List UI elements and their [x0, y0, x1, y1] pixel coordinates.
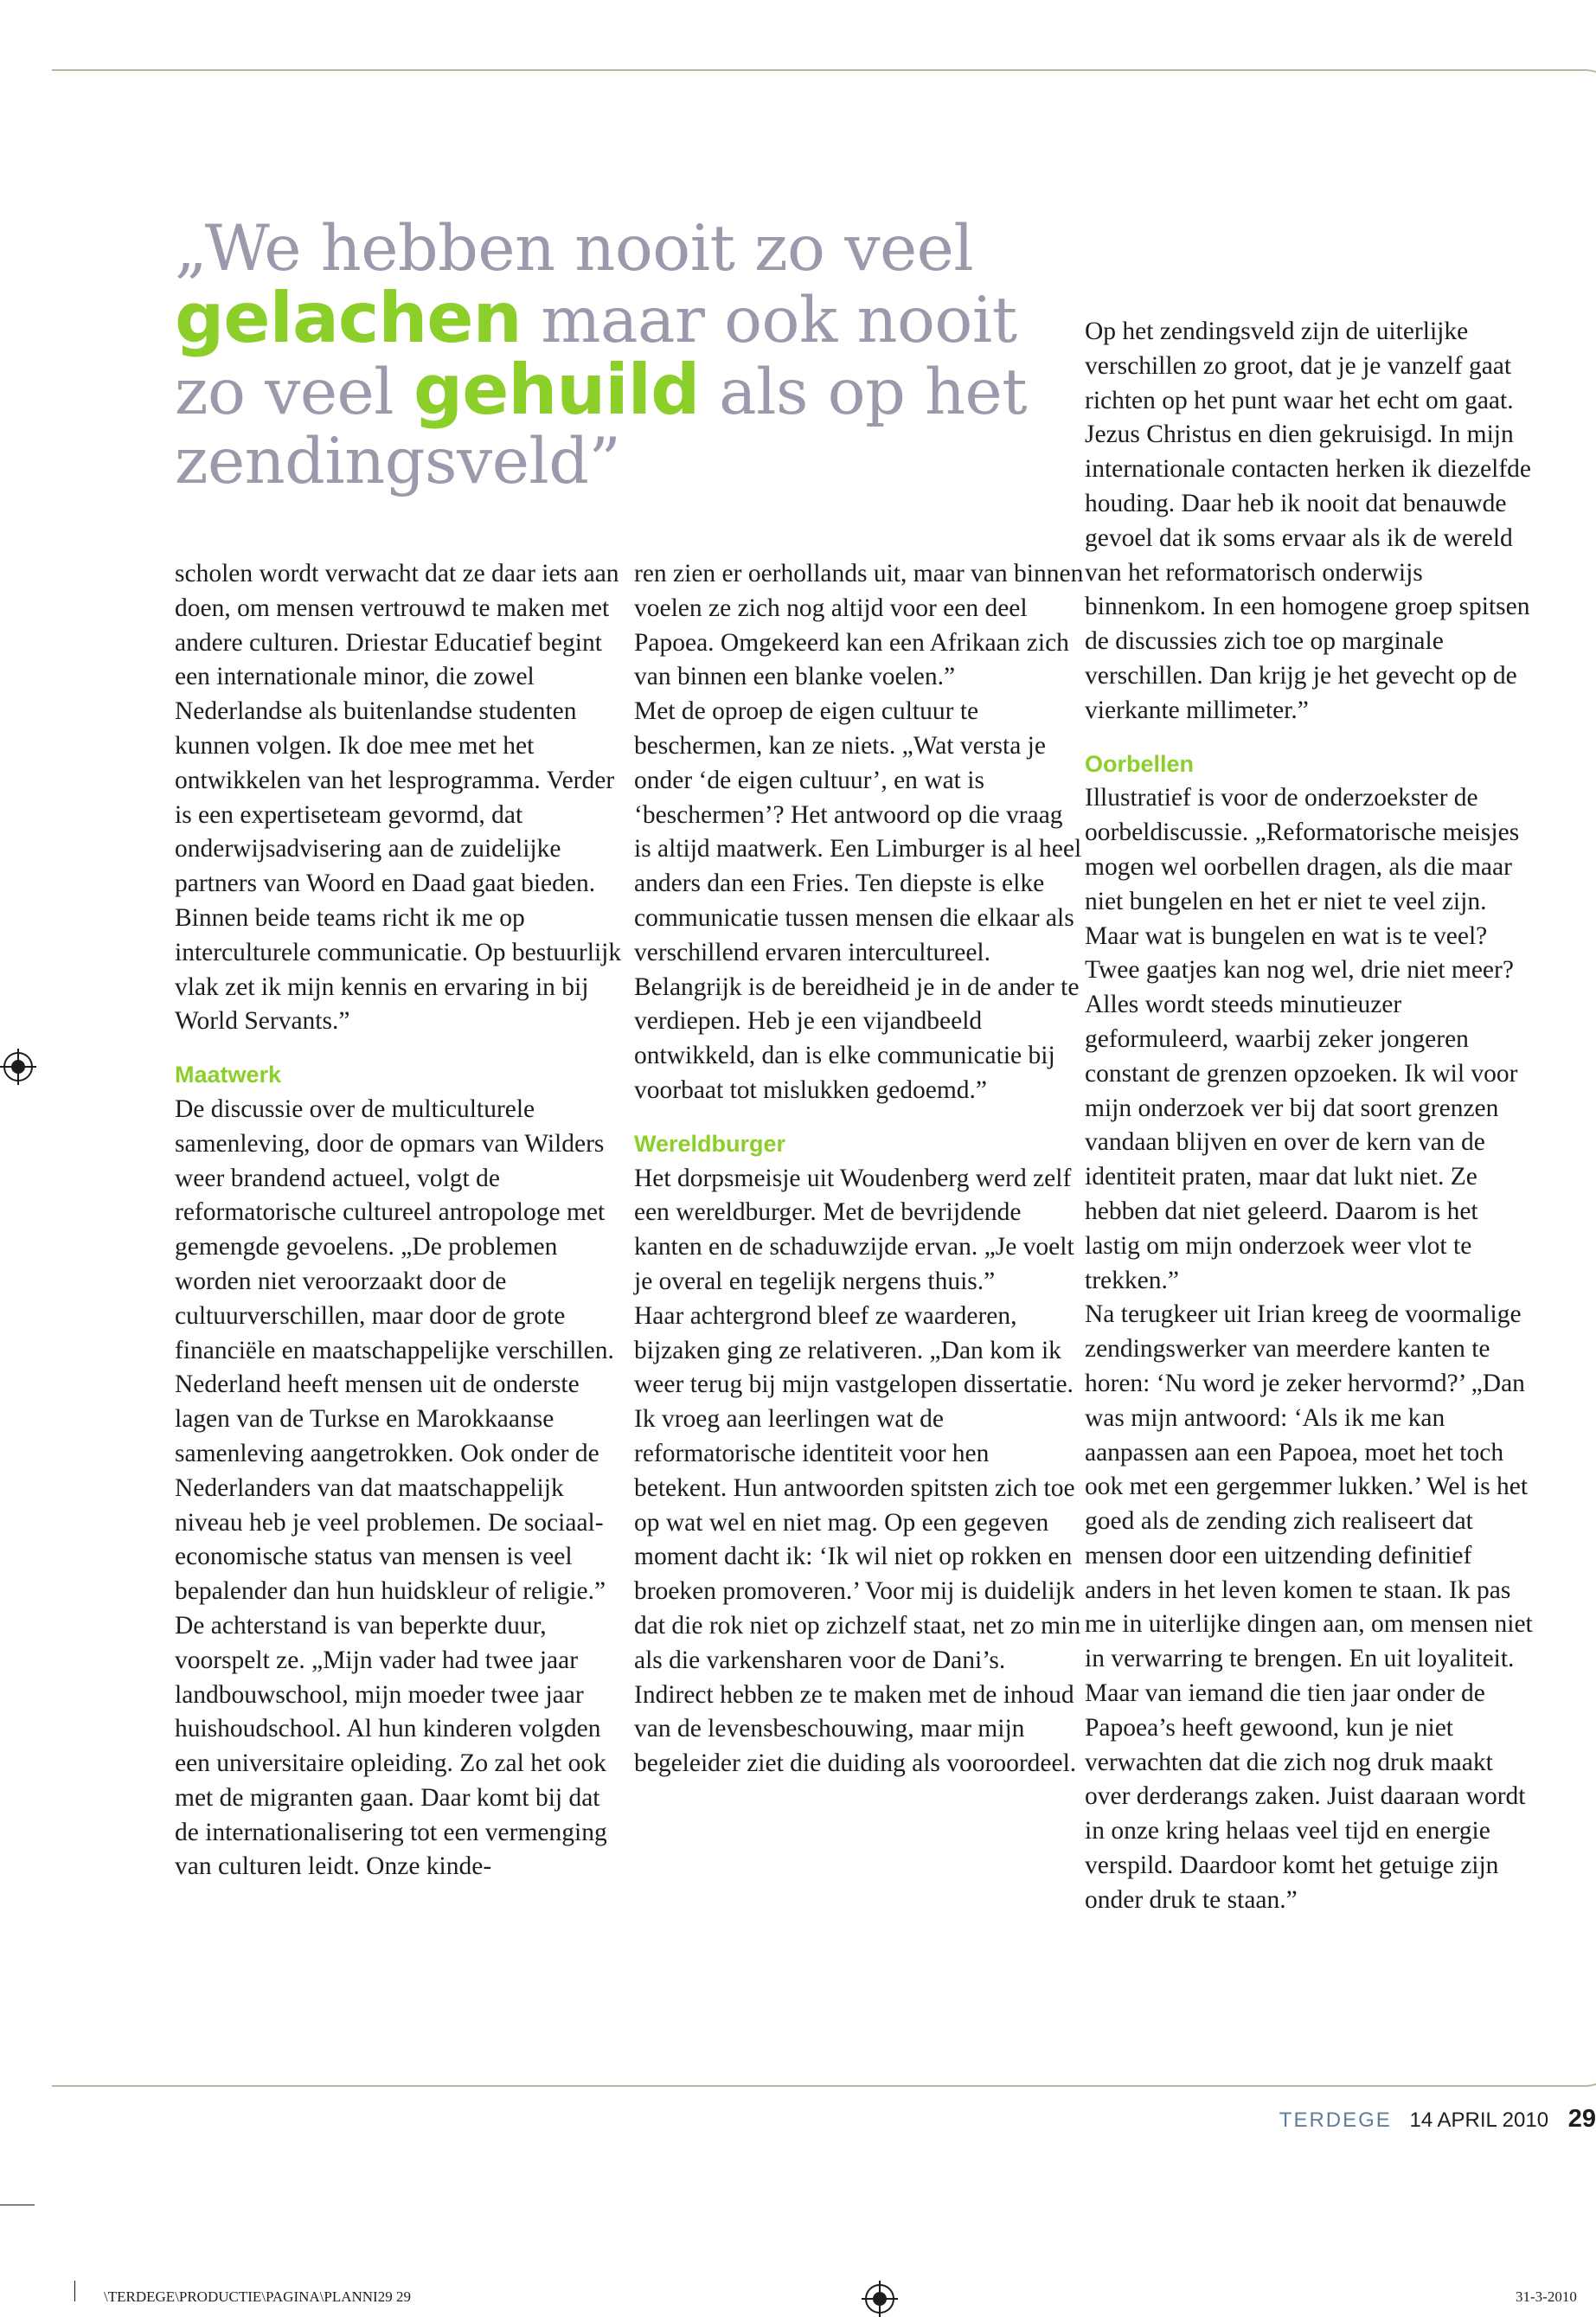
paragraph: Haar achtergrond bleef ze waarderen, bijzaken ging ze relativeren. „Dan kom ik weer terug bij mijn vastgelopen dissertatie. Ik vroeg aan leerlingen wat de reformatorische identiteit voor hen betekent. Hun antwoorden spitsten zich toe op wat wel en niet mag. Op een gegeven moment dacht ik: ‘Ik wil niet op rokken en broeken promoveren.’ Voor mij is duidelijk dat die rok niet op zichzelf staat, net zo min als die varkensharen voor de Dani’s. Indirect hebben ze te maken met de inhoud van de levensbeschouwing, maar mijn begeleider ziet die duiding als vooroordeel.	[634, 1301, 1081, 1778]
article-column-1	[175, 557, 625, 1884]
pull-quote-headline	[175, 212, 1040, 498]
magazine-name: TERDEGE	[1279, 2108, 1392, 2132]
registration-mark-bottom	[865, 2284, 894, 2314]
top-rule	[52, 69, 1561, 71]
article-column-3	[1085, 315, 1539, 1918]
paragraph: scholen wordt verwacht dat ze daar iets aan doen, om mensen vertrouwd te maken met andere culturen. Driestar Educatief begint een internationale minor, die zowel Nederlandse als buitenlandse studenten kunnen volgen. Ik doe mee met het ontwikkelen van het lesprogramma. Verder is een expertiseteam gevormd, dat onderwijsadvisering aan de zuidelijke partners van Woord en Daad gaat bieden. Binnen beide teams richt ik me op interculturele communicatie. Op bestuurlijk vlak zet ik mijn kennis en ervaring in bij World Servants.”	[175, 560, 622, 1036]
page-number: 29	[1567, 2105, 1596, 2133]
paragraph: De discussie over de multiculturele samenleving, door de opmars van Wilders weer brandend actueel, volgt de reformatorische cultureel antropologe met gemengde gevoelens. „De problemen worden niet veroorzaakt door de cultuurverschillen, maar door de grote financiële en maatschappelijke verschillen. Nederland heeft mensen uit de onderste lagen van de Turkse en Marokkaanse samenleving aangetrokken. Ook onder de Nederlanders van dat maatschappelijk niveau heb je veel problemen. De sociaal-economische status van mensen is veel bepalender dan hun huidskleur of religie.”	[175, 1094, 614, 1606]
article-column-2	[634, 557, 1084, 1781]
bottom-rule	[52, 2085, 1561, 2087]
subheading-wereldburger: Wereldburger	[634, 1130, 786, 1157]
headline-line5: zendingsveld”	[175, 425, 621, 498]
paragraph: De achterstand is van beperkte duur, voorspelt ze. „Mijn vader had twee jaar landbouwschool, mijn moeder twee jaar huishoudschool. Al hun kinderen volgden een universitaire opleiding. Zo zal het ook met de migranten gaan. Daar komt bij dat de internationalisering tot een vermenging van culturen leidt. Onze kinde-	[175, 1611, 607, 1881]
print-slug-path: \TERDEGE\PRODUCTIE\PAGINA\PLANNI29 29	[104, 2288, 411, 2305]
subheading-maatwerk: Maatwerk	[175, 1062, 282, 1088]
issue-date: 14 APRIL 2010	[1409, 2108, 1549, 2132]
paragraph: Illustratief is voor de onderzoekster de oorbeldiscussie. „Reformatorische meisjes mogen wel oorbellen dragen, als die maar niet bungelen en het er niet te veel zijn. Maar wat is bungelen en wat is te veel? Twee gaatjes kan nog wel, drie niet meer? Alles wordt steeds minutieuzer geformuleerd, waarbij zeker jongeren constant de grenzen opzoeken. Ik wil voor mijn onderzoek ver bij dat soort grenzen vandaan blijven en over de kern van de identiteit praten, maar dat lukt niet. Ze hebben dat niet geleerd. Daarom is het lastig om mijn onderzoek weer vlot te trekken.”	[1085, 784, 1520, 1294]
headline-highlight-cried: gehuild	[413, 350, 700, 430]
top-right-corner	[1548, 69, 1596, 140]
print-slug-date: 31-3-2010	[1516, 2288, 1577, 2305]
paragraph: ren zien er oerhollands uit, maar van binnen voelen ze zich nog altijd voor een deel Papoea. Omgekeerd kan een Afrikaan zich van binnen een blanke voelen.”	[634, 560, 1084, 691]
subheading-oorbellen: Oorbellen	[1085, 750, 1195, 777]
bottom-right-corner	[1548, 2033, 1596, 2087]
headline-line3: zo veel	[175, 356, 394, 429]
paragraph: Op het zendingsveld zijn de uiterlijke verschillen zo groot, dat je je vanzelf gaat richten op het punt waar het echt om gaat. Jezus Christus en dien gekruisigd. In mijn internationale contacten herken ik diezelfde houding. Daar heb ik nooit dat benauwde gevoel dat ik soms ervaar als ik de wereld van het reformatorisch onderwijs binnenkom. In een homogene groep spitsen de discussies zich toe op marginale verschillen. Dan krijg je het gevecht op de vierkante millimeter.”	[1085, 318, 1531, 724]
headline-highlight-laughed: gelachen	[175, 278, 522, 358]
left-crop-mark-vertical	[74, 2281, 75, 2301]
headline-line2: maar ook nooit	[541, 284, 1017, 357]
headline-line4: als op het	[719, 356, 1028, 429]
paragraph: Het dorpsmeisje uit Woudenberg werd zelf een wereldburger. Met de bevrijdende kanten en de schaduwzijde ervan. „Je voelt je overal en tegelijk nergens thuis.”	[634, 1164, 1074, 1295]
paragraph: Na terugkeer uit Irian kreeg de voormalige zendingswerker van meerdere kanten te horen: ‘Nu word je zeker hervormd?’ „Dan was mijn antwoord: ‘Als ik me kan aanpassen aan een Papoea, moet het toch ook met een gergemmer lukken.’ Wel is het goed als de zending zich realiseert dat mensen door een uitzending definitief anders in het leven komen te staan. Ik pas me in uiterlijke dingen aan, om mensen niet in verwarring te brengen. En uit loyaliteit. Maar van iemand die tien jaar onder de Papoea’s heeft gewoond, kun je niet verwachten dat die zich nog druk maakt over derderangs zaken. Juist daaraan wordt in onze kring helaas veel tijd en energie verspild. Daardoor komt het getuige zijn onder druk te staan.”	[1085, 1300, 1533, 1914]
page-footer	[1279, 2105, 1596, 2134]
paragraph: Met de oproep de eigen cultuur te beschermen, kan ze niets. „Wat versta je onder ‘de eigen cultuur’, en wat is ‘beschermen’? Het antwoord op die vraag is altijd maatwerk. Een Limburger is al heel anders dan een Fries. Ten diepste is elke communicatie tussen mensen die elkaar als verschillend ervaren intercultureel. Belangrijk is de bereidheid je in de ander te verdiepen. Heb je een vijandbeeld ontwikkeld, dan is elke communicatie bij voorbaat tot mislukken gedoemd.”	[634, 697, 1082, 1104]
headline-line1: „We hebben nooit zo veel	[175, 212, 974, 286]
registration-mark-left	[3, 1052, 33, 1081]
